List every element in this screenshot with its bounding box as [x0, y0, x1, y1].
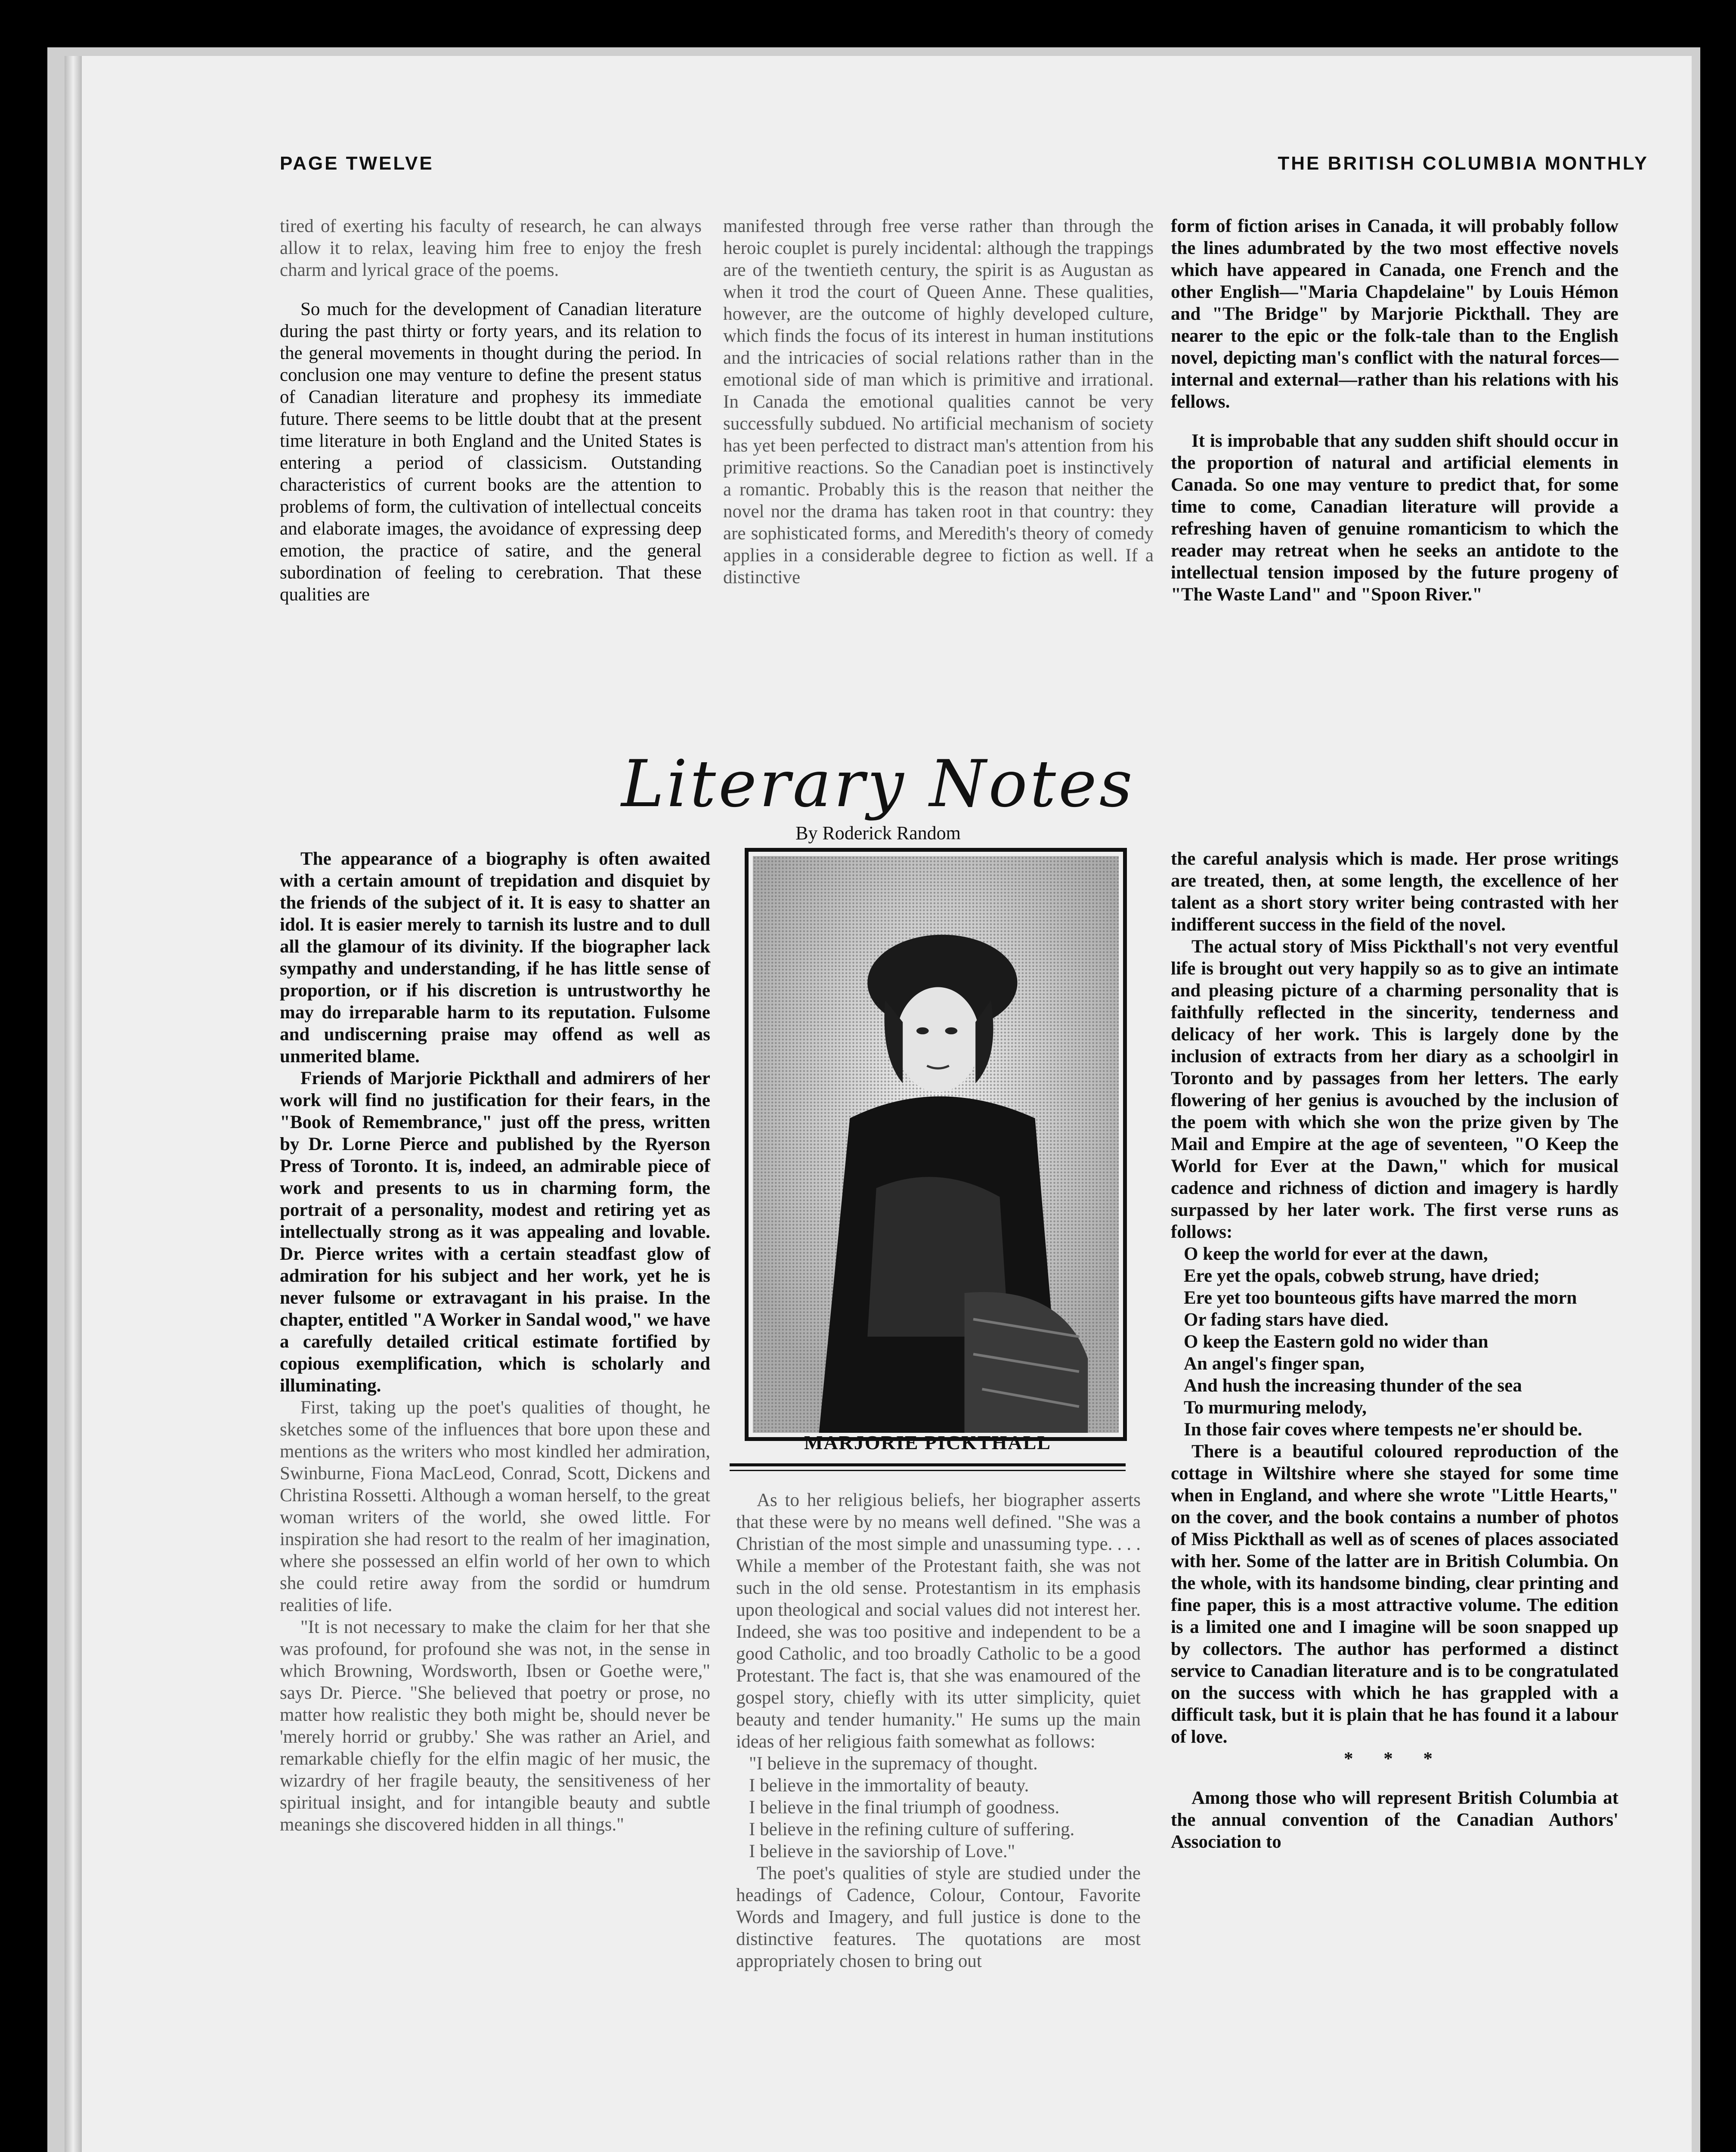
paragraph: So much for the development of Canadian literature during the past thirty or forty years, and its relation to the general movements in thought during the period. In conclusion one may venture to define the present status of Canadian literature and prophesy its immediate future. There seems to be little doubt that at the present time literature in both England and the United States is entering a period of classicism. Outstanding characteristics of current books are the attention to problems of form, the cultivation of intellectual conceits and elaborate images, the avoidance of expressing deep emotion, the practice of satire, and the general subordination of feeling to cerebration. That these qualities are	[280, 299, 702, 605]
section-separator: * * *	[1344, 1749, 1445, 1769]
poem-line: And hush the increasing thunder of the sea	[1184, 1376, 1522, 1396]
creed-line: I believe in the refining culture of suffering.	[749, 1819, 1075, 1840]
poem-line: Ere yet too bounteous gifts have marred the morn	[1184, 1288, 1577, 1308]
byline: By Roderick Random	[795, 822, 961, 844]
top-column-1	[280, 215, 702, 606]
paragraph: As to her religious beliefs, her biographer asserts that these were by no means well defined. "She was a Christian of the most simple and unassuming type. . . . While a member of the Protestant faith, she was not such in the old sense. Protestantism in its emphasis upon theological and social values did not interest her. Indeed, she was too positive and independent to be a good Catholic, and too broadly Catholic to be a good Protestant. The fact is, that she was enamoured of the gospel story, chiefly with its utter simplicity, quiet beauty and tender humanity." He sums up the main ideas of her religious faith somewhat as follows:	[736, 1490, 1141, 1752]
section-title: Literary Notes	[621, 747, 1135, 822]
paragraph: form of fiction arises in Canada, it will probably follow the lines adumbrated by the two most effective novels which have appeared in Canada, one French and the other English—"Maria Chapdelaine" by Louis Hémon and "The Bridge" by Marjorie Pickthall. They are nearer to the epic or the folk-tale than to the English novel, depicting man's conflict with the natural forces—internal and external—rather than his relations with his fellows.	[1171, 216, 1618, 412]
paragraph: Among those who will represent British Columbia at the annual convention of the Canadian Authors' Association to	[1171, 1788, 1618, 1852]
portrait-photo	[753, 856, 1119, 1433]
poem-line: To murmuring melody,	[1184, 1398, 1367, 1418]
poem-line: O keep the world for ever at the dawn,	[1184, 1244, 1488, 1264]
magazine-page	[65, 56, 1692, 2152]
creed-line: "I believe in the supremacy of thought.	[749, 1753, 1038, 1774]
paragraph: the careful analysis which is made. Her prose writings are treated, then, at some length, the excellence of her talent as a short story writer being contrasted with her indifferent success in the field of the novel.	[1171, 849, 1618, 935]
paragraph: tired of exerting his faculty of research, he can always allow it to relax, leaving him free to enjoy the fresh charm and lyrical grace of the poems.	[280, 216, 702, 280]
bottom-column-2	[736, 1489, 1141, 1972]
paragraph: It is improbable that any sudden shift should occur in the proportion of natural and artificial elements in Canada. So one may venture to predict that, for some time to come, Canadian literature will provide a refreshing haven of genuine romanticism to which the reader may retreat when he seeks an antidote to the intellectual tension imposed by the future progeny of "The Waste Land" and "Spoon River."	[1171, 431, 1618, 605]
portrait-photo-frame	[745, 848, 1127, 1441]
poem-line: Ere yet the opals, cobweb strung, have dried;	[1184, 1266, 1540, 1286]
page-number-label: PAGE TWELVE	[280, 153, 434, 174]
creed-line: I believe in the immortality of beauty.	[749, 1775, 1029, 1796]
paragraph: There is a beautiful coloured reproduction of the cottage in Wiltshire where she stayed for some time when in England, and where she wrote "Little Hearts," on the cover, and the book contains a number of photos of Miss Pickthall as well as of scenes of places associated with her. Some of the latter are in British Columbia. On the whole, with its handsome binding, clear printing and fine paper, this is a most attractive volume. The edition is a limited one and I imagine will be soon snapped up by collectors. The author has performed a distinct service to Canadian literature and is to be congratulated on the success with which he has grappled with a difficult task, but it is plain that he has found it a labour of love.	[1171, 1441, 1618, 1747]
paragraph: Friends of Marjorie Pickthall and admirers of her work will find no justification for their fears, in the "Book of Remembrance," just off the press, written by Dr. Lorne Pierce and published by the Ryerson Press of Toronto. It is, indeed, an admirable piece of work and presents to us in charming form, the portrait of a personality, modest and retiring yet as intellectually strong as it was appealing and lovable. Dr. Pierce writes with a certain steadfast glow of admiration for his subject and her work, yet he is never fulsome or extravagant in his praise. In the chapter, entitled "A Worker in Sandal wood," we have a carefully detailed critical estimate fortified by copious exemplification, which is scholarly and illuminating.	[280, 1068, 710, 1396]
portrait-illustration	[753, 856, 1119, 1433]
paragraph: "It is not necessary to make the claim for her that she was profound, for profound she was not, in the sense in which Browning, Wordsworth, Ibsen or Goethe were," says Dr. Pierce. "She believed that poetry or prose, no matter how realistic they both might be, should never be 'merely horrid or grubby.' She was rather an Ariel, and remarkable chiefly for the elfin magic of her music, the wizardry of her fragile beauty, the sensitiveness of her spiritual insight, and for intangible beauty and subtle meanings she discovered hidden in all things."	[280, 1617, 710, 1835]
bottom-column-3	[1171, 848, 1618, 1853]
divider-rule	[730, 1463, 1126, 1466]
top-column-3	[1171, 215, 1618, 606]
paragraph: First, taking up the poet's qualities of thought, he sketches some of the influences that bore upon these and mentions as the writers who most kindled her admiration, Swinburne, Fiona MacLeod, Conrad, Scott, Dickens and Christina Rossetti. Although a woman herself, to the great woman writers of the world, she owed little. For inspiration she had resort to the realm of her imagination, where she possessed an elfin world of her own to which she could retire away from the sordid or humdrum realities of life.	[280, 1398, 710, 1615]
creed-line: I believe in the saviorship of Love."	[749, 1841, 1015, 1861]
bottom-column-1	[280, 848, 710, 1836]
poem-line: O keep the Eastern gold no wider than	[1184, 1332, 1488, 1352]
paragraph: manifested through free verse rather than through the heroic couplet is purely incidental: although the trappings are of the twentieth century, the spirit is as Augustan as when it trod the court of Queen Anne. These qualities, however, are the outcome of highly developed culture, which finds the focus of its interest in human institutions and the intricacies of social relations rather than in the emotional side of man which is primitive and irrational. In Canada the emotional qualities cannot be very successfully subdued. No artificial mechanism of society has yet been perfected to distract man's attention from his primitive reactions. So the Canadian poet is instinctively a romantic. Probably this is the reason that neither the novel nor the drama has taken root in that country: they are sophisticated forms, and Meredith's theory of comedy applies in a considerable degree to fiction as well. If a distinctive	[723, 216, 1154, 587]
photo-caption: MARJORIE PICKTHALL	[804, 1432, 1051, 1453]
creed-line: I believe in the final triumph of goodness.	[749, 1797, 1060, 1818]
paragraph: The actual story of Miss Pickthall's not very eventful life is brought out very happily so as to give an intimate and pleasing picture of a charming personality that is faithfully reflected in the sincerity, tenderness and delicacy of her work. This is largely done by the inclusion of extracts from her diary as a schoolgirl in Toronto and by passages from her letters. The early flowering of her genius is avouched by the inclusion of the poem with which she won the prize given by The Mail and Empire at the age of seventeen, "O Keep the World for Ever at the Dawn," which for musical cadence and richness of diction and imagery is hardly surpassed by her later work. The first verse runs as follows:	[1171, 937, 1618, 1242]
page-fold	[65, 56, 82, 2152]
paragraph: The poet's qualities of style are studied under the headings of Cadence, Colour, Contour, Favorite Words and Imagery, and full justice is done to the distinctive features. The quotations are most appropriately chosen to bring out	[736, 1863, 1141, 1971]
publication-title: THE BRITISH COLUMBIA MONTHLY	[1278, 153, 1649, 174]
paragraph: The appearance of a biography is often awaited with a certain amount of trepidation and disquiet by the friends of the subject of it. It is easy to shatter an idol. It is easier merely to tarnish its lustre and to dull all the glamour of its divinity. If the biographer lack sympathy and understanding, if he has little sense of proportion, or if his discretion is untrustworthy he may do irreparable harm to its reputation. Fulsome and undiscerning praise may offend as well as unmerited blame.	[280, 849, 710, 1067]
poem-line: In those fair coves where tempests ne'er should be.	[1184, 1419, 1582, 1440]
top-column-2	[723, 215, 1154, 588]
divider-rule	[730, 1470, 1126, 1471]
poem-line: Or fading stars have died.	[1184, 1310, 1389, 1330]
poem-line: An angel's finger span,	[1184, 1354, 1365, 1374]
